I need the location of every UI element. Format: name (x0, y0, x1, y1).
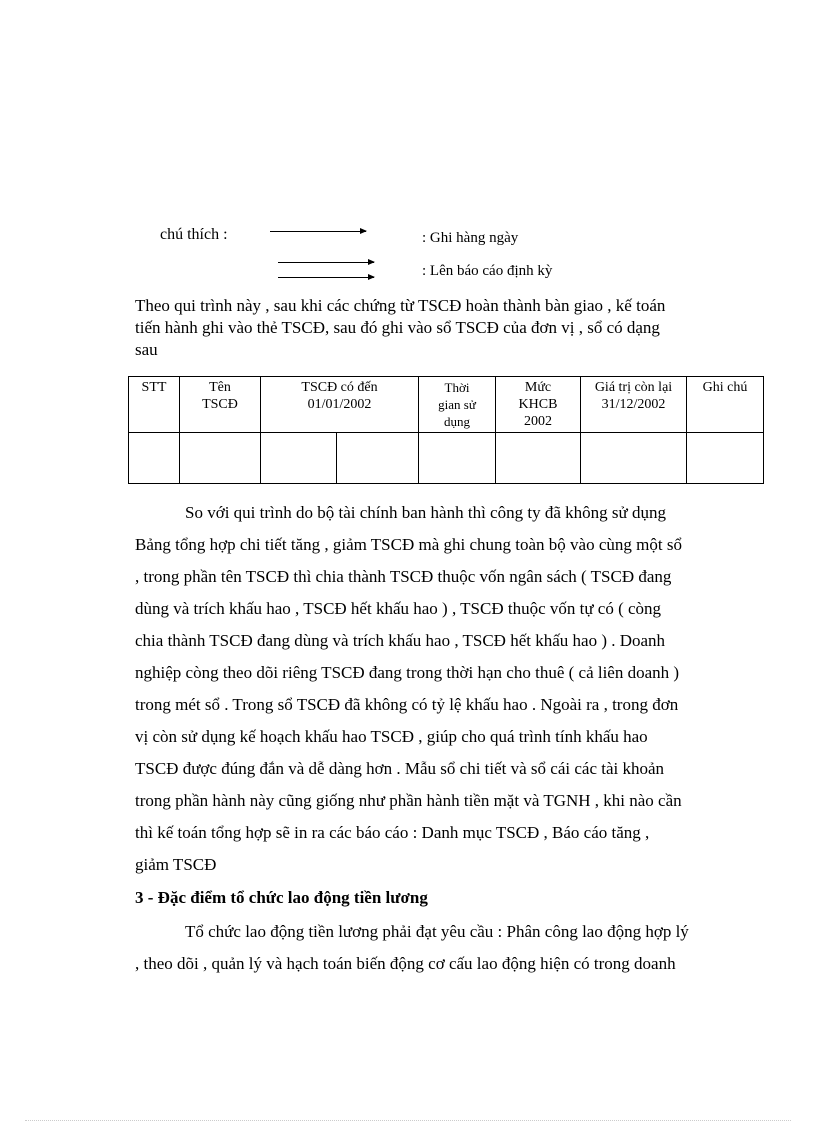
table-cell (687, 433, 764, 484)
header-cell-depreciation-rate: Mức KHCB 2002 (496, 377, 581, 433)
header-cell-stt: STT (129, 377, 180, 433)
table-cell (581, 433, 687, 484)
paragraph-line: Tổ chức lao động tiền lương phải đạt yêu cầu : Phân công lao động hợp lý (185, 922, 689, 941)
header-cell-asset-as-of: TSCĐ có đến 01/01/2002 (261, 377, 419, 433)
paragraph-line: dùng và trích khấu hao , TSCĐ hết khấu hao ) , TSCĐ thuộc vốn tự có ( còng (135, 599, 662, 618)
paragraph-line: , theo dõi , quản lý và hạch toán biến động cơ cấu lao động hiện có trong doanh (135, 954, 676, 973)
table-cell (261, 433, 337, 484)
table-cell (337, 433, 419, 484)
intro-paragraph (135, 295, 735, 361)
paragraph-line: trong mét sổ . Trong sổ TSCĐ đã không có tỷ lệ khấu hao . Ngoài ra , trong đơn (135, 695, 679, 714)
header-cell-remaining-value: Giá trị còn lại 31/12/2002 (581, 377, 687, 433)
intro-line: Theo qui trình này , sau khi các chứng từ TSCĐ hoàn thành bàn giao , kế toán (135, 296, 666, 315)
table-cell (180, 433, 261, 484)
paragraph-line: Bảng tổng hợp chi tiết tăng , giảm TSCĐ mà ghi chung toàn bộ vào cùng một sổ (135, 535, 682, 554)
header-cell-name: Tên TSCĐ (180, 377, 261, 433)
header-cell-useful-life: Thời gian sử dụng (419, 377, 496, 433)
intro-line: tiến hành ghi vào thẻ TSCĐ, sau đó ghi vào sổ TSCĐ của đơn vị , sổ có dạng (135, 318, 660, 337)
table-row (129, 433, 764, 484)
body-paragraph-2 (135, 916, 755, 980)
paragraph-line: trong phần hành này cũng giống như phần hành tiền mặt và TGNH , khi nào cần (135, 791, 682, 810)
page-bottom-divider (25, 1120, 791, 1121)
table-header-row (129, 377, 764, 433)
paragraph-line: giảm TSCĐ (135, 855, 217, 874)
paragraph-line: , trong phần tên TSCĐ thì chia thành TSCĐ thuộc vốn ngân sách ( TSCĐ đang (135, 567, 672, 586)
header-cell-note: Ghi chú (687, 377, 764, 433)
paragraph-line: nghiệp còng theo dõi riêng TSCĐ đang trong thời hạn cho thuê ( cả liên doanh ) (135, 663, 680, 682)
table-cell (419, 433, 496, 484)
table-cell (496, 433, 581, 484)
paragraph-line: So với qui trình do bộ tài chính ban hành thì công ty đã không sử dụng (185, 503, 666, 522)
legend-label: chú thích : (160, 226, 228, 243)
periodic-arrow-icon-2 (278, 277, 374, 278)
paragraph-line: vị còn sử dụng kế hoạch khấu hao TSCĐ , giúp cho quá trình tính khấu hao (135, 727, 648, 746)
paragraph-line: chia thành TSCĐ đang dùng và trích khấu hao , TSCĐ hết khấu hao ) . Doanh (135, 631, 666, 650)
intro-line: sau (135, 340, 158, 359)
fixed-asset-ledger-table (128, 376, 764, 484)
legend-daily-text: : Ghi hàng ngày (422, 230, 519, 246)
legend-periodic-text: : Lên báo cáo định kỳ (422, 263, 553, 279)
daily-arrow-icon (270, 231, 366, 232)
periodic-arrow-icon-1 (278, 262, 374, 263)
paragraph-line: thì kế toán tổng hợp sẽ in ra các báo cáo : Danh mục TSCĐ , Báo cáo tăng , (135, 823, 650, 842)
section-heading: 3 - Đặc điểm tổ chức lao động tiền lương (135, 888, 428, 907)
body-paragraph-1 (135, 497, 755, 881)
table-cell (129, 433, 180, 484)
paragraph-line: TSCĐ được đúng đắn và dễ dàng hơn . Mẫu sổ chi tiết và sổ cái các tài khoản (135, 759, 665, 778)
